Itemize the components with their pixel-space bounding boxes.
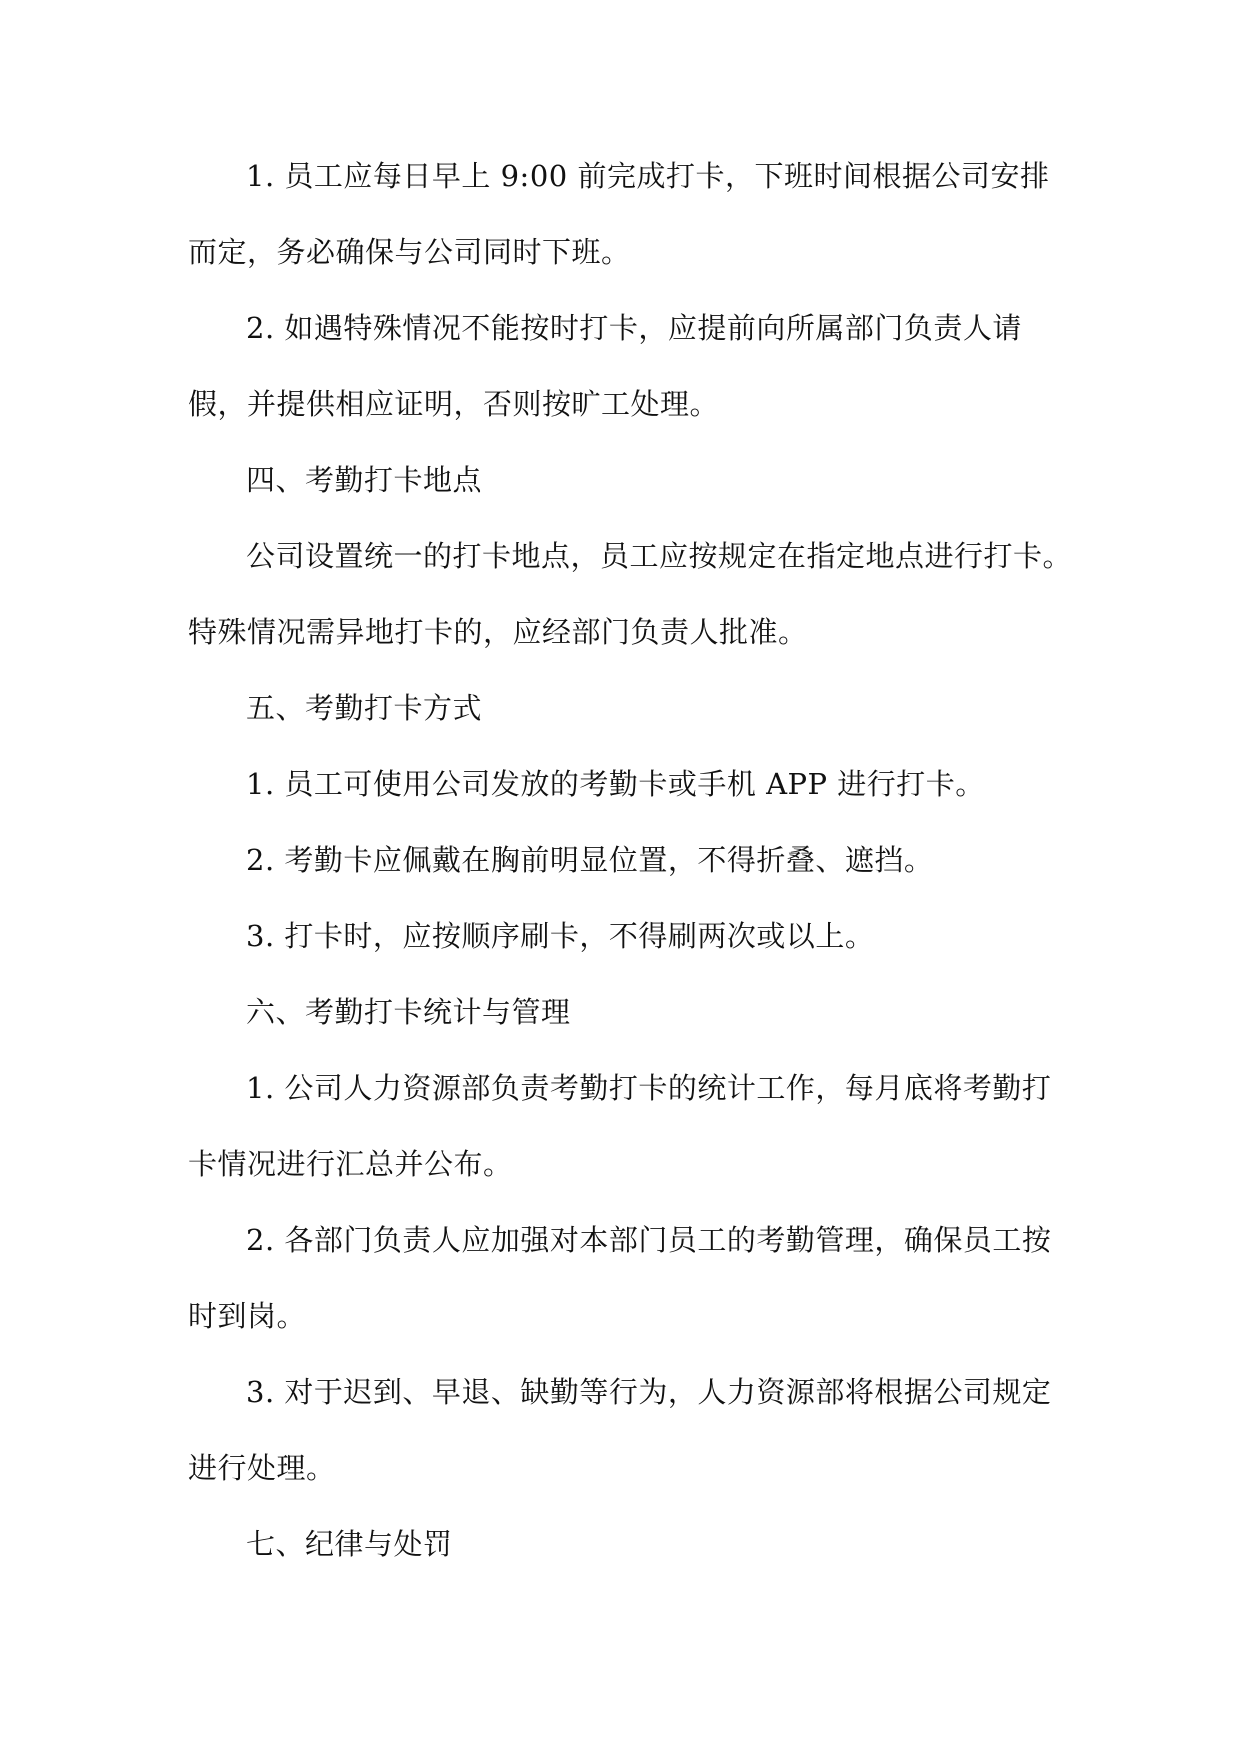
- paragraph-method-1: 1. 员工可使用公司发放的考勤卡或手机 APP 进行打卡。: [246, 767, 985, 801]
- section-heading-location: 四、考勤打卡地点: [246, 463, 483, 497]
- paragraph-location: 公司设置统一的打卡地点，员工应按规定在指定地点进行打卡。特殊情况需异地打卡的，应经部门负责人批准。: [188, 539, 1073, 649]
- paragraph-statistics-1: 1. 公司人力资源部负责考勤打卡的统计工作，每月底将考勤打卡情况进行汇总并公布。: [188, 1071, 1052, 1181]
- paragraph-method-3: 3. 打卡时，应按顺序刷卡，不得刷两次或以上。: [246, 919, 875, 953]
- paragraph-clock-in-time: 1. 员工应每日早上 9:00 前完成打卡，下班时间根据公司安排而定，务必确保与公司同时下班。: [188, 159, 1050, 269]
- section-heading-discipline: 七、纪律与处罚: [246, 1527, 453, 1561]
- document-body: [188, 138, 1073, 1582]
- section-heading-statistics: 六、考勤打卡统计与管理: [246, 995, 571, 1029]
- paragraph-statistics-2: 2. 各部门负责人应加强对本部门员工的考勤管理，确保员工按时到岗。: [188, 1223, 1052, 1333]
- paragraph-leave-request: 2. 如遇特殊情况不能按时打卡，应提前向所属部门负责人请假，并提供相应证明，否则按旷工处理。: [188, 311, 1022, 421]
- paragraph-method-2: 2. 考勤卡应佩戴在胸前明显位置，不得折叠、遮挡。: [246, 843, 934, 877]
- paragraph-statistics-3: 3. 对于迟到、早退、缺勤等行为，人力资源部将根据公司规定进行处理。: [188, 1375, 1052, 1485]
- section-heading-method: 五、考勤打卡方式: [246, 691, 483, 725]
